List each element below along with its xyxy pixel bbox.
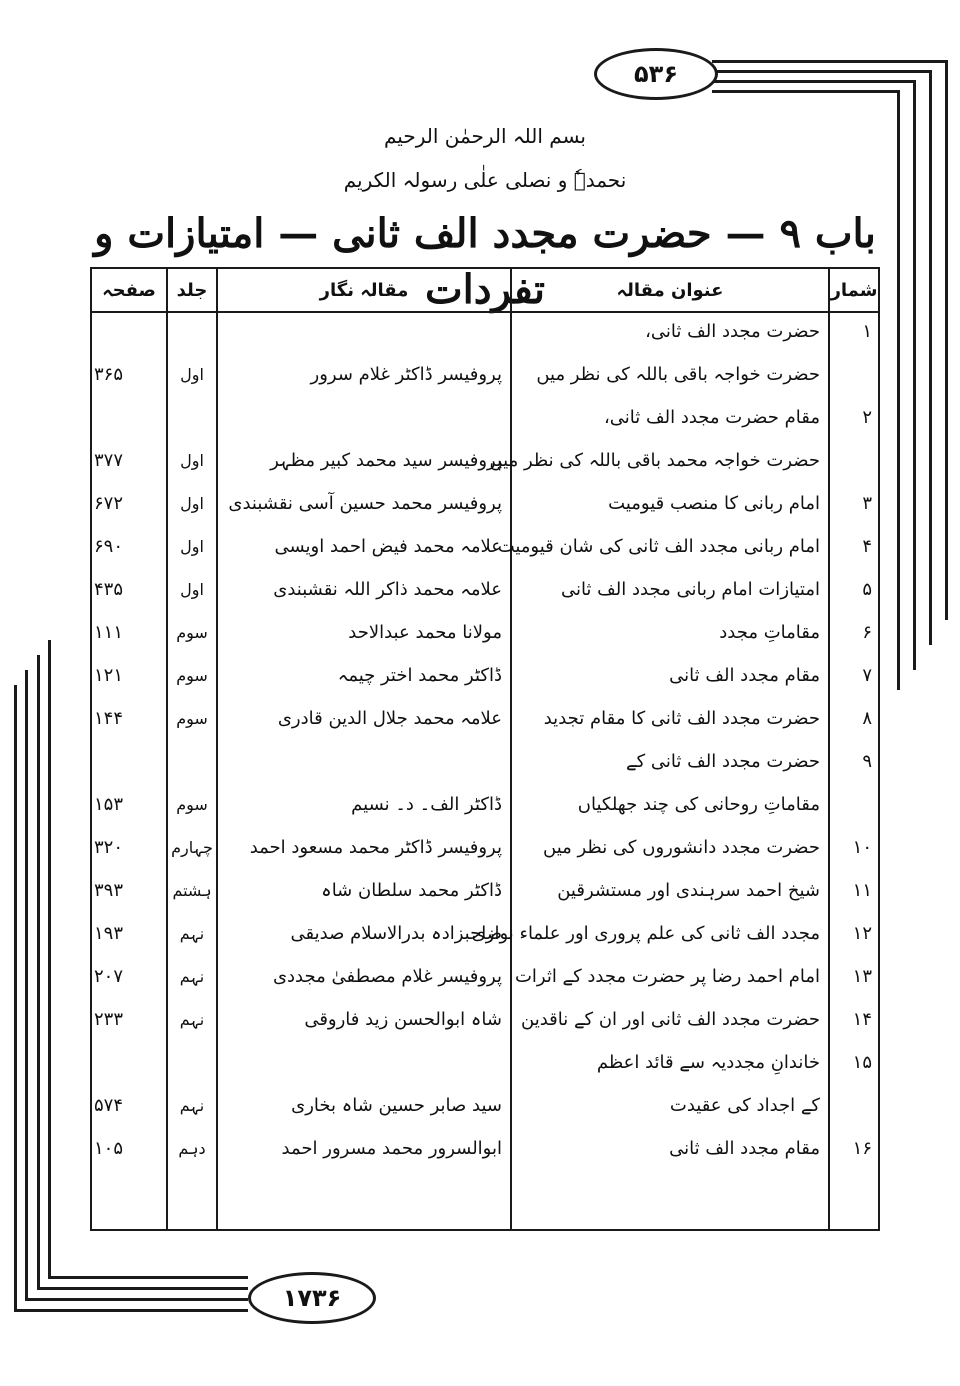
- row-number: ۱: [862, 321, 872, 342]
- article-page: ۱۲۱: [94, 665, 124, 686]
- frame-line-right-1: [945, 60, 948, 620]
- title-column: [471, 313, 828, 1229]
- article-author: سید صابر حسین شاہ بخاری: [291, 1095, 502, 1116]
- article-title-line: مقام مجدد الف ثانی: [669, 665, 820, 686]
- article-page: ۳۷۷: [94, 450, 124, 471]
- article-volume: چہارم: [171, 838, 213, 857]
- frame-line-bottom-1: [48, 1276, 248, 1279]
- table-header-row: [92, 269, 878, 313]
- article-page: ۱۹۳: [94, 923, 124, 944]
- article-title-line: حضرت مجدد الف ثانی کے: [626, 751, 820, 772]
- article-page: ۳۹۳: [94, 880, 124, 901]
- article-author: ڈاکٹر محمد سلطان شاہ: [321, 880, 502, 901]
- article-title-line: حضرت خواجہ محمد باقی باللہ کی نظر میں: [489, 450, 820, 471]
- article-volume: نہم: [179, 924, 205, 943]
- article-author: علامہ محمد جلال الدین قادری: [277, 708, 502, 729]
- column-header-page: صفحہ: [102, 279, 156, 301]
- article-author: پروفیسر ڈاکٹر محمد مسعود احمد: [249, 837, 502, 858]
- number-column: [828, 313, 878, 1229]
- article-page: ۶۹۰: [94, 536, 124, 557]
- article-title-line: حضرت مجدد الف ثانی،: [645, 321, 820, 342]
- row-number: ۱۴: [852, 1009, 872, 1030]
- article-title-line: حضرت مجدد دانشوروں کی نظر میں: [543, 837, 820, 858]
- frame-line-top-2: [712, 70, 932, 73]
- article-author: پروفیسر غلام مصطفیٰ مجددی: [272, 966, 502, 987]
- row-number: ۹: [862, 751, 872, 772]
- article-page: ۱۵۳: [94, 794, 124, 815]
- article-title-line: امام ربانی مجدد الف ثانی کی شان قیومیت: [497, 536, 820, 557]
- article-title-line: شیخ احمد سرہندی اور مستشرقین: [557, 880, 820, 901]
- frame-line-top-4: [712, 90, 900, 93]
- column-header-title: عنوان مقالہ: [510, 269, 828, 311]
- article-page: ۴۳۵: [94, 579, 124, 600]
- article-volume: اول: [180, 451, 204, 470]
- article-title-line: امام احمد رضا پر حضرت مجدد کے اثرات: [514, 966, 820, 987]
- page-number-top: ۵۳۶: [594, 48, 718, 100]
- article-author: ڈاکٹر محمد اختر چیمہ: [337, 665, 502, 686]
- row-number: ۵: [862, 579, 872, 600]
- article-author: شاہ ابوالحسن زید فاروقی: [304, 1009, 502, 1030]
- row-number: ۴: [862, 536, 872, 557]
- article-title-line: مجدد الف ثانی کی علم پروری اور علماء نوازی: [471, 923, 820, 944]
- row-number: ۸: [862, 708, 872, 729]
- article-volume: اول: [180, 494, 204, 513]
- article-title-line: مقاماتِ روحانی کی چند جھلکیاں: [577, 794, 820, 815]
- article-page: ۳۶۵: [94, 364, 124, 385]
- table-body: [92, 313, 878, 1229]
- article-title-line: امام ربانی کا منصب قیومیت: [608, 493, 820, 514]
- row-number: ۲: [862, 407, 872, 428]
- praise-line: نحمدہٗ و نصلی علٰی رسولہ الکریم: [343, 168, 627, 192]
- article-author: ڈاکٹر الف۔ د۔ نسیم: [351, 794, 502, 815]
- article-title-line: مقام حضرت مجدد الف ثانی،: [603, 407, 820, 428]
- frame-line-left-1: [14, 685, 17, 1310]
- article-author: مولانا محمد عبدالاحد: [348, 622, 502, 643]
- article-title-line: امتیازات امام ربانی مجدد الف ثانی: [560, 579, 820, 600]
- article-page: ۱۴۴: [94, 708, 124, 729]
- page-column: [92, 313, 166, 1229]
- article-title-line: خاندانِ مجددیہ سے قائد اعظم: [596, 1052, 820, 1073]
- row-number: ۱۲: [852, 923, 872, 944]
- article-title-line: حضرت مجدد الف ثانی اور ان کے ناقدین: [521, 1009, 820, 1030]
- article-volume: اول: [180, 365, 204, 384]
- frame-line-bottom-4: [14, 1309, 248, 1312]
- article-author: پروفیسر ڈاکٹر غلام سرور: [310, 364, 502, 385]
- row-number: ۳: [862, 493, 872, 514]
- frame-line-top-1: [712, 60, 948, 63]
- row-number: ۱۱: [852, 880, 872, 901]
- article-page: ۱۰۵: [94, 1138, 124, 1159]
- article-volume: سوم: [176, 623, 208, 642]
- article-volume: نہم: [179, 967, 205, 986]
- article-author: پروفیسر محمد حسین آسی نقشبندی: [228, 493, 502, 514]
- article-volume: دہم: [178, 1139, 206, 1158]
- article-title-line: حضرت مجدد الف ثانی کا مقام تجدید: [543, 708, 820, 729]
- article-volume: ہشتم: [172, 881, 212, 900]
- article-page: ۱۱۱: [94, 622, 124, 643]
- article-index-table: [90, 267, 880, 1231]
- row-number: ۱۳: [852, 966, 872, 987]
- article-volume: سوم: [176, 795, 208, 814]
- column-header-author: مقالہ نگار: [216, 269, 510, 311]
- author-column: [216, 313, 510, 1229]
- row-number: ۱۶: [852, 1138, 872, 1159]
- article-title-line: مقام مجدد الف ثانی: [669, 1138, 820, 1159]
- article-author: پروفیسر سید محمد کبیر مظہر: [270, 450, 502, 471]
- row-number: ۱۰: [852, 837, 872, 858]
- chapter-title: باب ۹ — حضرت مجدد الف ثانی — امتیازات و تفردات: [94, 210, 876, 313]
- article-title-line: مقاماتِ مجدد: [719, 622, 820, 643]
- frame-line-right-4: [897, 90, 900, 690]
- article-author: علامہ محمد ذاکر اللہ نقشبندی: [273, 579, 502, 600]
- article-volume: نہم: [179, 1096, 205, 1115]
- frame-line-bottom-2: [37, 1287, 248, 1290]
- page-number-bottom: ۱۷۳۶: [248, 1272, 376, 1324]
- article-volume: سوم: [176, 709, 208, 728]
- frame-line-right-2: [929, 70, 932, 645]
- column-header-volume: جلد: [166, 269, 216, 311]
- frame-line-left-3: [37, 655, 40, 1287]
- article-author: علامہ محمد فیض احمد اویسی: [274, 536, 502, 557]
- row-number: ۷: [862, 665, 872, 686]
- article-page: ۶۷۲: [94, 493, 124, 514]
- frame-line-top-3: [712, 80, 916, 83]
- article-title-line: حضرت خواجہ باقی باللہ کی نظر میں: [536, 364, 820, 385]
- article-volume: اول: [180, 580, 204, 599]
- frame-line-right-3: [913, 80, 916, 670]
- article-page: ۵۷۴: [94, 1095, 124, 1116]
- volume-column: [166, 313, 216, 1229]
- article-page: ۲۰۷: [94, 966, 124, 987]
- article-volume: اول: [180, 537, 204, 556]
- row-number: ۶: [862, 622, 872, 643]
- row-number: ۱۵: [852, 1052, 872, 1073]
- article-author: ابوالسرور محمد مسرور احمد: [281, 1138, 502, 1159]
- article-page: ۲۳۳: [94, 1009, 124, 1030]
- frame-line-bottom-3: [25, 1298, 248, 1301]
- article-volume: نہم: [179, 1010, 205, 1029]
- frame-line-left-4: [48, 640, 51, 1276]
- article-author: صاحبزادہ بدرالاسلام صدیقی: [290, 923, 502, 944]
- bismillah: بسم اللہ الرحمٰن الرحیم: [383, 124, 586, 148]
- article-page: ۳۲۰: [94, 837, 124, 858]
- article-title-line: کے اجداد کی عقیدت: [669, 1095, 820, 1116]
- frame-line-left-2: [25, 670, 28, 1298]
- column-header-number: شمار: [828, 269, 878, 311]
- article-volume: سوم: [176, 666, 208, 685]
